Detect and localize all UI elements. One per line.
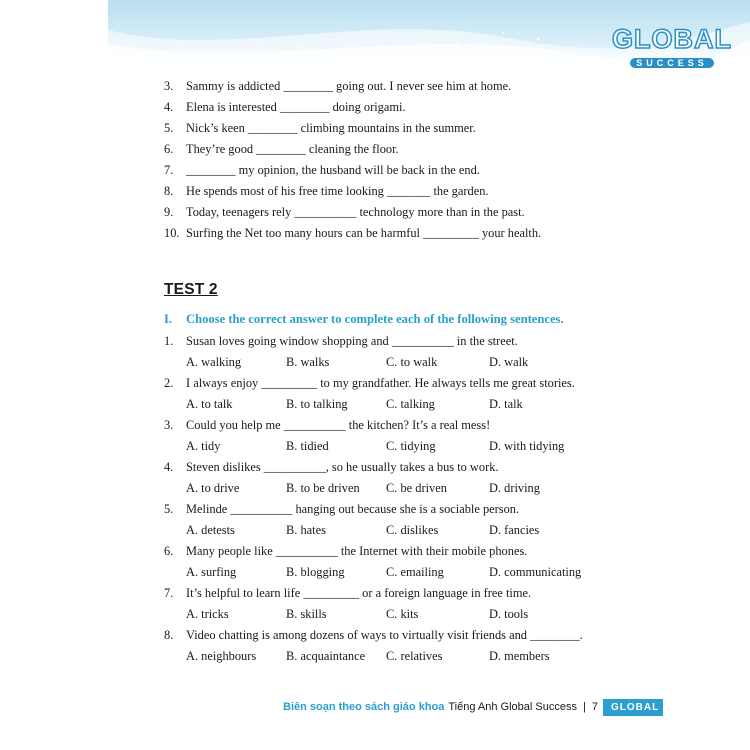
option-c: C. be driven — [386, 481, 447, 495]
exercise-item — [164, 225, 541, 241]
option-d: D. talk — [489, 397, 523, 411]
option-a: A. surfing — [186, 565, 237, 579]
option-d: D. communicating — [489, 565, 582, 579]
option-b: B. to talking — [286, 397, 348, 411]
footer-edition-text: Biên soạn theo sách giáo khoa — [283, 701, 445, 713]
question-stem — [164, 375, 575, 391]
item-number: 5. — [164, 121, 174, 135]
option-a: A. tidy — [186, 439, 221, 453]
option-d: D. driving — [489, 481, 540, 495]
question-stem — [164, 627, 583, 643]
item-text: Surfing the Net too many hours can be harmful _________ your health. — [186, 226, 542, 240]
option-b: B. skills — [286, 607, 327, 621]
section-number: I. — [164, 312, 173, 326]
exercise-item — [164, 162, 480, 178]
question-number: 4. — [164, 460, 174, 474]
question-number: 1. — [164, 334, 174, 348]
option-d: D. walk — [489, 355, 529, 369]
section-heading — [164, 312, 564, 327]
page-number: 7 — [591, 701, 598, 713]
option-b: B. tidied — [286, 439, 329, 453]
option-c: C. tidying — [386, 439, 436, 453]
question-stem — [164, 333, 518, 349]
item-text: Elena is interested ________ doing origami. — [186, 100, 406, 114]
item-number: 10. — [164, 226, 180, 240]
question-text: Could you help me __________ the kitchen? It’s a real mess! — [186, 418, 491, 432]
option-a: A. neighbours — [186, 649, 257, 663]
option-a: A. tricks — [186, 607, 229, 621]
exercise-item — [164, 204, 525, 220]
question-number: 7. — [164, 586, 174, 600]
item-number: 7. — [164, 163, 174, 177]
option-b: B. blogging — [286, 565, 345, 579]
option-c: C. to walk — [386, 355, 438, 369]
option-c: C. relatives — [386, 649, 443, 663]
option-a: A. detests — [186, 523, 235, 537]
question-number: 2. — [164, 376, 174, 390]
item-text: They’re good ________ cleaning the floor. — [186, 142, 399, 156]
question-stem — [164, 585, 531, 601]
exercise-item — [164, 120, 476, 136]
item-number: 6. — [164, 142, 174, 156]
option-b: B. acquaintance — [286, 649, 366, 663]
header-band — [108, 0, 750, 74]
item-text: He spends most of his free time looking _______ the garden. — [186, 184, 489, 198]
question-text: It’s helpful to learn life _________ or a foreign language in free time. — [186, 586, 532, 600]
option-d: D. fancies — [489, 523, 540, 537]
question-stem — [164, 417, 490, 433]
question-stem — [164, 543, 527, 559]
question-stem — [164, 501, 519, 517]
question-text: Melinde __________ hanging out because she is a sociable person. — [186, 502, 520, 516]
option-c: C. kits — [386, 607, 419, 621]
item-text: Today, teenagers rely __________ technology more than in the past. — [186, 205, 525, 219]
section-instruction: Choose the correct answer to complete each of the following sentences. — [186, 312, 564, 326]
option-a: A. walking — [186, 355, 242, 369]
option-d: D. with tidying — [489, 439, 565, 453]
footer-logo-badge: GLOBAL — [603, 699, 663, 716]
question-number: 3. — [164, 418, 174, 432]
item-text: Nick’s keen ________ climbing mountains in the summer. — [186, 121, 476, 135]
logo-sub-text: SUCCESS — [630, 58, 714, 68]
question-text: Video chatting is among dozens of ways to virtually visit friends and ________. — [186, 628, 583, 642]
item-number: 8. — [164, 184, 174, 198]
option-b: B. hates — [286, 523, 326, 537]
footer-book-title: Tiếng Anh Global Success — [448, 701, 577, 713]
global-success-logo — [612, 26, 732, 71]
footer-separator: | — [583, 701, 586, 713]
item-text: ________ my opinion, the husband will be back in the end. — [186, 163, 480, 177]
logo-main-text: GLOBAL — [612, 24, 732, 54]
item-number: 4. — [164, 100, 174, 114]
item-text: Sammy is addicted ________ going out. I never see him at home. — [186, 79, 512, 93]
option-c: C. dislikes — [386, 523, 439, 537]
option-d: D. tools — [489, 607, 529, 621]
item-number: 9. — [164, 205, 174, 219]
question-stem — [164, 459, 499, 475]
question-number: 6. — [164, 544, 174, 558]
option-d: D. members — [489, 649, 550, 663]
exercise-item — [164, 183, 488, 199]
question-number: 8. — [164, 628, 174, 642]
page-footer — [283, 697, 663, 717]
option-b: B. walks — [286, 355, 330, 369]
option-c: C. emailing — [386, 565, 444, 579]
question-text: Steven dislikes __________, so he usually takes a bus to work. — [186, 460, 499, 474]
question-text: Many people like __________ the Internet with their mobile phones. — [186, 544, 528, 558]
exercise-item — [164, 99, 406, 115]
test-title: TEST 2 — [164, 281, 218, 298]
exercise-item — [164, 141, 399, 157]
exercise-item — [164, 78, 511, 94]
question-number: 5. — [164, 502, 174, 516]
option-c: C. talking — [386, 397, 435, 411]
option-b: B. to be driven — [286, 481, 360, 495]
option-a: A. to drive — [186, 481, 240, 495]
option-a: A. to talk — [186, 397, 233, 411]
question-text: Susan loves going window shopping and __________ in the street. — [186, 334, 518, 348]
question-text: I always enjoy _________ to my grandfather. He always tells me great stories. — [186, 376, 575, 390]
item-number: 3. — [164, 79, 174, 93]
